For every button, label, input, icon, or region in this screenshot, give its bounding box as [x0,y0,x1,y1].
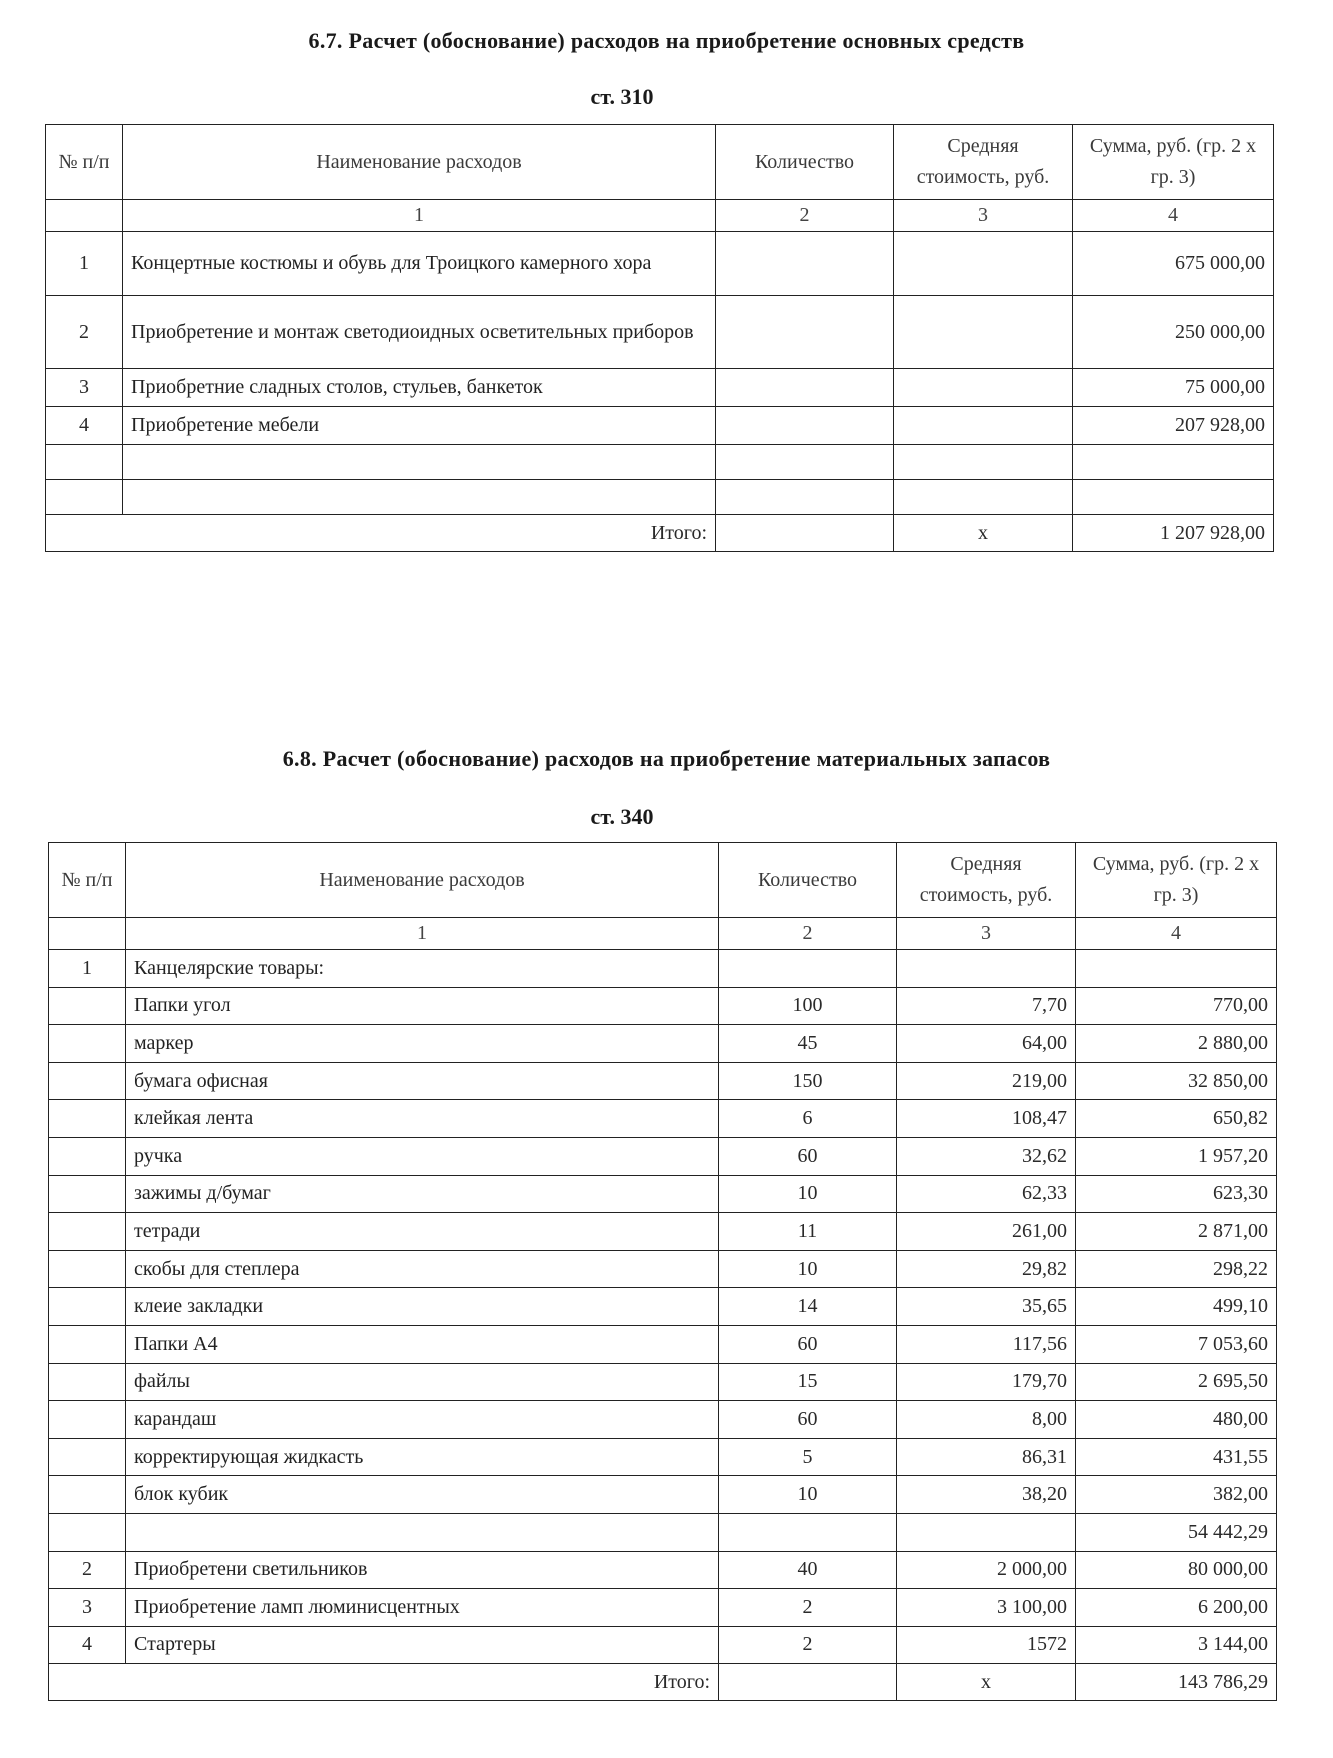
expense-name: Приобретение и монтаж светодиоидных осветительных приборов [123,296,716,369]
amount: 75 000,00 [1073,369,1274,407]
amount: 250 000,00 [1073,296,1274,369]
amount [1073,445,1274,480]
quantity: 10 [719,1476,897,1514]
table-row [46,407,1274,445]
row-number [49,1438,126,1476]
amount: 2 695,50 [1076,1363,1277,1401]
row-number [49,1325,126,1363]
expense-name: ручка [126,1137,719,1175]
row-number [49,1213,126,1251]
col-number: 3 [897,918,1076,950]
table-row [46,296,1274,369]
row-number: 3 [49,1589,126,1627]
expense-name: зажимы д/бумаг [126,1175,719,1213]
average-cost [897,1513,1076,1551]
expense-name: скобы для степлера [126,1250,719,1288]
amount: 650,82 [1076,1100,1277,1138]
row-number [49,1250,126,1288]
average-cost [897,950,1076,988]
col-number-blank [46,200,123,232]
table-row [46,232,1274,296]
expense-name: клейкая лента [126,1100,719,1138]
average-cost: 29,82 [897,1250,1076,1288]
table-row [49,1551,1277,1589]
total-quantity [716,515,894,552]
col-header-name: Наименование расходов [123,125,716,200]
amount: 1 957,20 [1076,1137,1277,1175]
amount: 675 000,00 [1073,232,1274,296]
col-number: 1 [123,200,716,232]
row-number: 1 [49,950,126,988]
col-header-num: № п/п [49,843,126,918]
row-number: 3 [46,369,123,407]
amount: 3 144,00 [1076,1626,1277,1664]
average-cost: 7,70 [897,987,1076,1025]
col-header-sum: Сумма, руб. (гр. 2 x гр. 3) [1073,125,1274,200]
average-cost: 64,00 [897,1025,1076,1063]
average-cost: 3 100,00 [897,1589,1076,1627]
table-row [49,1476,1277,1514]
row-number: 4 [49,1626,126,1664]
row-number [46,445,123,480]
average-cost: 261,00 [897,1213,1076,1251]
average-cost [894,445,1073,480]
table-row [49,1438,1277,1476]
col-number: 4 [1076,918,1277,950]
table-row [49,1175,1277,1213]
col-number: 2 [716,200,894,232]
section-6-8-title: 6.8. Расчет (обоснование) расходов на приобретение материальных запасов [282,746,1051,771]
expense-name: клеие закладки [126,1288,719,1326]
row-number [49,1363,126,1401]
column-number-row [46,200,1274,232]
table-row [49,1288,1277,1326]
expense-name [123,480,716,515]
average-cost: 179,70 [897,1363,1076,1401]
expense-name: Стартеры [126,1626,719,1664]
table-header-row [46,125,1274,200]
quantity: 150 [719,1062,897,1100]
quantity [719,950,897,988]
row-number [49,1062,126,1100]
expense-name [123,445,716,480]
amount [1076,950,1277,988]
amount: 2 871,00 [1076,1213,1277,1251]
expense-name: Приобретение ламп люминисцентных [126,1589,719,1627]
col-number: 4 [1073,200,1274,232]
table-row [49,987,1277,1025]
expense-name: блок кубик [126,1476,719,1514]
total-average-cost: х [897,1664,1076,1701]
amount: 6 200,00 [1076,1589,1277,1627]
expense-name: файлы [126,1363,719,1401]
total-row [46,515,1274,552]
amount: 298,22 [1076,1250,1277,1288]
column-number-row [49,918,1277,950]
expense-name: Приобретение мебели [123,407,716,445]
average-cost [894,369,1073,407]
row-number: 2 [46,296,123,369]
quantity: 60 [719,1325,897,1363]
row-number: 1 [46,232,123,296]
amount: 623,30 [1076,1175,1277,1213]
total-amount: 1 207 928,00 [1073,515,1274,552]
table-row [49,1626,1277,1664]
table-row [46,445,1274,480]
quantity: 45 [719,1025,897,1063]
table-row [49,1062,1277,1100]
quantity: 15 [719,1363,897,1401]
expense-name: Канцелярские товары: [126,950,719,988]
table-row [49,1401,1277,1439]
average-cost: 38,20 [897,1476,1076,1514]
total-label: Итого: [46,515,716,552]
section-6-7-article: ст. 310 [590,84,654,109]
quantity: 60 [719,1137,897,1175]
table-row [49,1213,1277,1251]
col-header-name: Наименование расходов [126,843,719,918]
table-row [49,1363,1277,1401]
quantity: 14 [719,1288,897,1326]
quantity [716,232,894,296]
col-header-avg-cost: Средняя стоимость, руб. [897,843,1076,918]
quantity [716,296,894,369]
total-amount: 143 786,29 [1076,1664,1277,1701]
expense-name: Папки угол [126,987,719,1025]
average-cost [894,407,1073,445]
quantity: 10 [719,1250,897,1288]
col-header-sum: Сумма, руб. (гр. 2 x гр. 3) [1076,843,1277,918]
table-row [49,1589,1277,1627]
row-number [49,1137,126,1175]
section-6-8-article: ст. 340 [590,804,654,829]
table-row [49,1513,1277,1551]
expense-name [126,1513,719,1551]
total-average-cost: х [894,515,1073,552]
amount: 80 000,00 [1076,1551,1277,1589]
expense-name: тетради [126,1213,719,1251]
table-row [49,950,1277,988]
average-cost: 32,62 [897,1137,1076,1175]
quantity: 60 [719,1401,897,1439]
expense-name: Приобретени светильников [126,1551,719,1589]
section-6-7-title: 6.7. Расчет (обоснование) расходов на приобретение основных средств [308,28,1025,53]
amount [1073,480,1274,515]
quantity [716,369,894,407]
amount: 207 928,00 [1073,407,1274,445]
quantity: 2 [719,1589,897,1627]
row-number [49,1476,126,1514]
fixed-assets-table [45,124,1274,552]
quantity: 2 [719,1626,897,1664]
average-cost: 117,56 [897,1325,1076,1363]
average-cost: 2 000,00 [897,1551,1076,1589]
col-number: 1 [126,918,719,950]
table-row [46,480,1274,515]
average-cost: 1572 [897,1626,1076,1664]
amount: 2 880,00 [1076,1025,1277,1063]
table-row [49,1100,1277,1138]
quantity [719,1513,897,1551]
col-header-num: № п/п [46,125,123,200]
quantity [716,407,894,445]
quantity: 40 [719,1551,897,1589]
expense-name: Приобретние сладных столов, стульев, банкеток [123,369,716,407]
quantity: 11 [719,1213,897,1251]
col-header-avg-cost: Средняя стоимость, руб. [894,125,1073,200]
table-row [49,1250,1277,1288]
total-row [49,1664,1277,1701]
row-number [49,1025,126,1063]
col-header-qty: Количество [719,843,897,918]
amount: 431,55 [1076,1438,1277,1476]
col-number-blank [49,918,126,950]
average-cost: 35,65 [897,1288,1076,1326]
table-row [49,1025,1277,1063]
table-row [49,1137,1277,1175]
amount: 382,00 [1076,1476,1277,1514]
row-number [49,1175,126,1213]
average-cost: 8,00 [897,1401,1076,1439]
row-number [49,1100,126,1138]
average-cost [894,232,1073,296]
quantity: 5 [719,1438,897,1476]
amount: 32 850,00 [1076,1062,1277,1100]
table-row [49,1325,1277,1363]
total-label: Итого: [49,1664,719,1701]
amount: 480,00 [1076,1401,1277,1439]
average-cost [894,480,1073,515]
total-quantity [719,1664,897,1701]
quantity [716,445,894,480]
average-cost: 108,47 [897,1100,1076,1138]
quantity: 10 [719,1175,897,1213]
amount: 499,10 [1076,1288,1277,1326]
row-number [49,1513,126,1551]
row-number [46,480,123,515]
average-cost: 86,31 [897,1438,1076,1476]
expense-name: Концертные костюмы и обувь для Троицкого камерного хора [123,232,716,296]
quantity: 6 [719,1100,897,1138]
amount: 7 053,60 [1076,1325,1277,1363]
table-header-row [49,843,1277,918]
col-number: 2 [719,918,897,950]
row-number: 2 [49,1551,126,1589]
row-number [49,987,126,1025]
amount: 770,00 [1076,987,1277,1025]
average-cost: 219,00 [897,1062,1076,1100]
expense-name: маркер [126,1025,719,1063]
expense-name: корректирующая жидкасть [126,1438,719,1476]
average-cost: 62,33 [897,1175,1076,1213]
materials-table [48,842,1277,1701]
row-number [49,1288,126,1326]
table-row [46,369,1274,407]
average-cost [894,296,1073,369]
col-header-qty: Количество [716,125,894,200]
amount: 54 442,29 [1076,1513,1277,1551]
expense-name: бумага офисная [126,1062,719,1100]
expense-name: карандаш [126,1401,719,1439]
row-number [49,1401,126,1439]
quantity: 100 [719,987,897,1025]
expense-name: Папки А4 [126,1325,719,1363]
col-number: 3 [894,200,1073,232]
row-number: 4 [46,407,123,445]
quantity [716,480,894,515]
